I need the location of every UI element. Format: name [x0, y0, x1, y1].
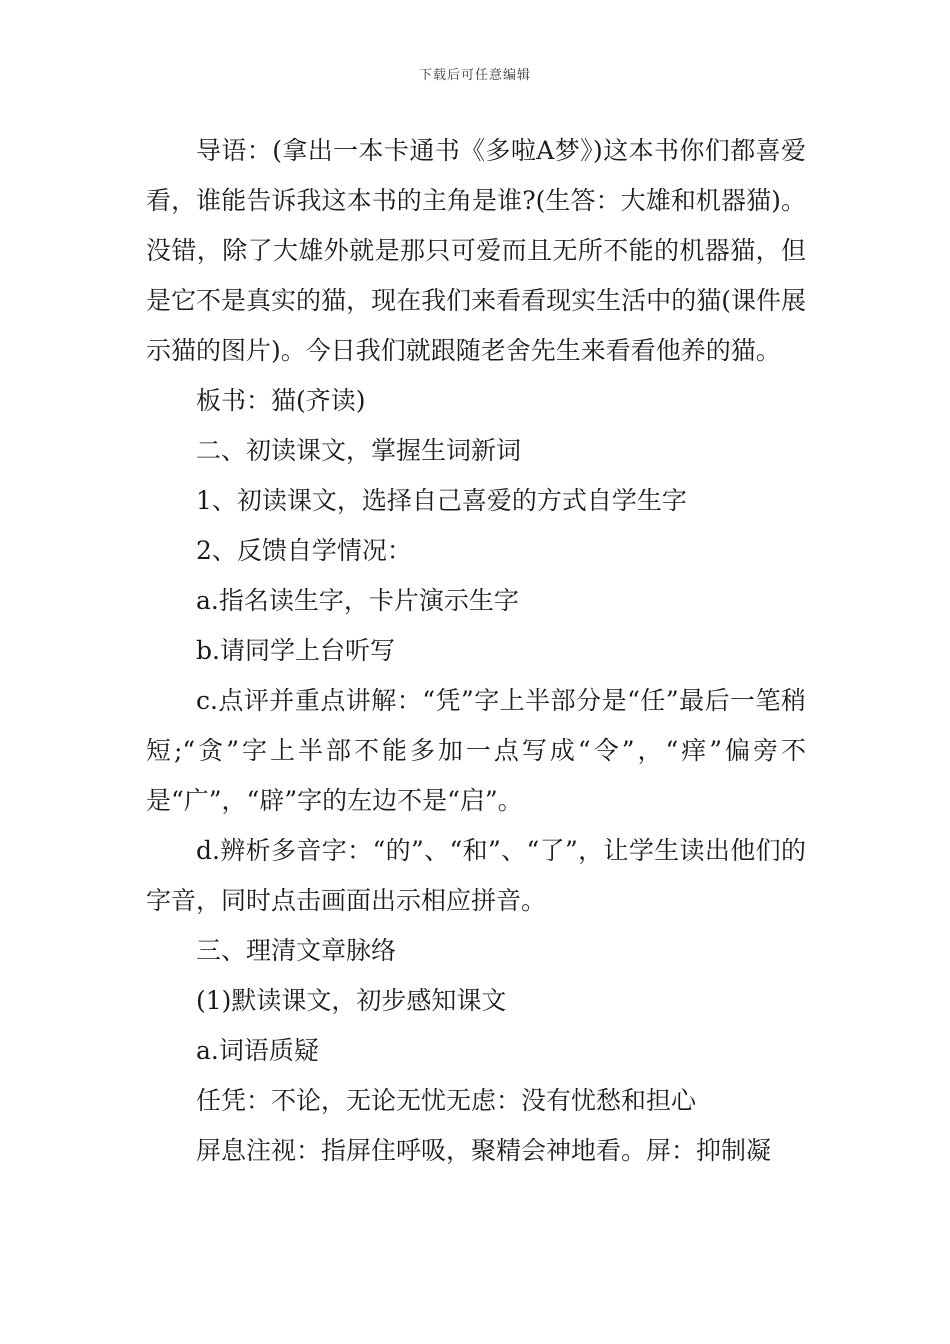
paragraph-item-b: b.请同学上台听写: [196, 636, 395, 665]
paragraph-blackboard: 板书：猫(齐读): [196, 386, 366, 415]
paragraph-step-1: 1、初读课文，选择自己喜爱的方式自学生字: [196, 486, 687, 515]
paragraph-sub-1: (1)默读课文，初步感知课文: [196, 986, 507, 1015]
paragraph-vocab-1: 任凭：不论，无论无忧无虑：没有忧愁和担心: [196, 1086, 697, 1115]
paragraph-vocab-2: 屏息注视：指屏住呼吸，聚精会神地看。屏：抑制凝: [196, 1136, 772, 1165]
section-heading-3: 三、理清文章脉络: [196, 936, 397, 965]
paragraph-intro: 导语：(拿出一本卡通书《多啦A梦》)这本书你们都喜爱看，谁能告诉我这本书的主角是谁?(生答：大雄和机器猫)。没错，除了大雄外就是那只可爱而且无所不能的机器猫，但是它不是真实的猫，现在我们来看看现实生活中的猫(课件展示猫的图片)。今日我们就跟随老舍先生来看看他养的猫。: [146, 136, 806, 365]
paragraph-vocab-heading: a.词语质疑: [196, 1036, 319, 1065]
section-heading-2: 二、初读课文，掌握生词新词: [196, 436, 522, 465]
paragraph-item-d: d.辨析多音字：“的”、“和”、“了”，让学生读出他们的字音，同时点击画面出示相应拼音。: [146, 836, 806, 915]
paragraph-item-a: a.指名读生字，卡片演示生字: [196, 586, 519, 615]
page-header: 下载后可任意编辑: [418, 68, 531, 83]
paragraph-item-c: c.点评并重点讲解：“凭”字上半部分是“任”最后一笔稍短;“贪”字上半部不能多加一点写成“令”，“痒”偏旁不是“广”，“辟”字的左边不是“启”。: [146, 686, 806, 815]
paragraph-step-2: 2、反馈自学情况：: [196, 536, 412, 565]
document-body: [146, 126, 806, 1176]
